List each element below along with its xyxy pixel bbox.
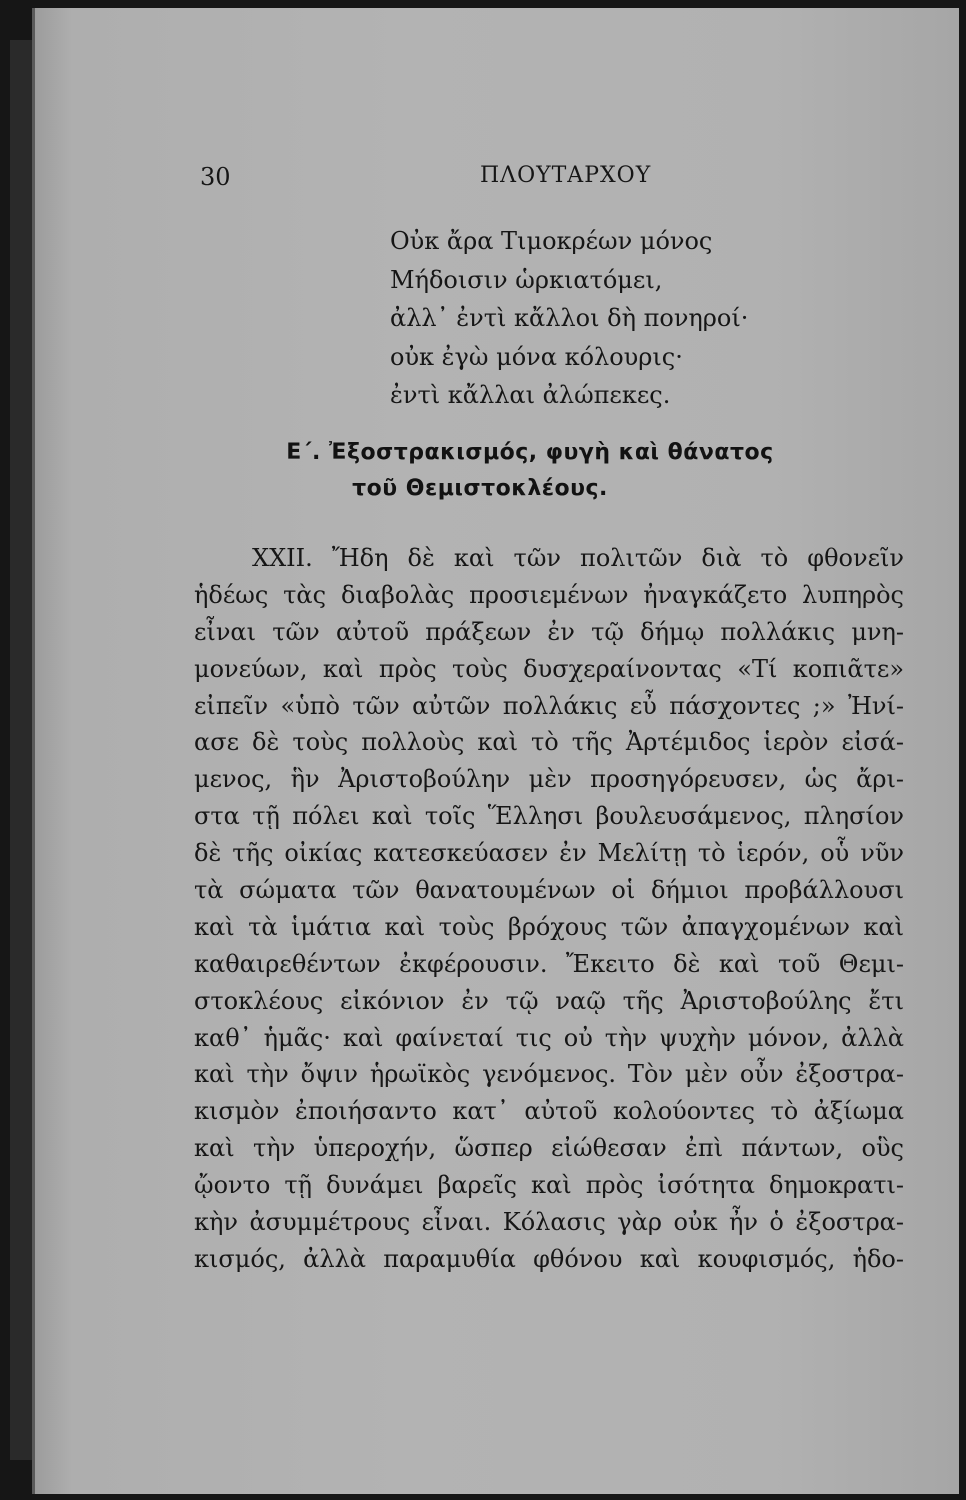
body-line: μενος, ἣν Ἀριστοβούλην μὲν προσηγόρευσεν, ὡς ἄρι-: [194, 765, 904, 794]
page-number: 30: [200, 163, 231, 191]
body-paragraph: [194, 540, 904, 1278]
body-line: δὲ τῆς οἰκίας κατεσκεύασεν ἐν Μελίτῃ τὸ ἱερόν, οὗ νῦν: [194, 839, 904, 868]
verse-quotation: [390, 222, 748, 415]
body-line: στοκλέους εἰκόνιον ἐν τῷ ναῷ τῆς Ἀριστοβούλης ἔτι: [194, 986, 904, 1015]
body-line: ᾤοντο τῇ δυνάμει βαρεῖς καὶ πρὸς ἰσότητα δημοκρατι-: [194, 1171, 904, 1200]
body-line: καθαιρεθέντων ἐκφέρουσιν. Ἔκειτο δὲ καὶ τοῦ Θεμι-: [194, 949, 904, 978]
verse-line: οὐκ ἐγὼ μόνα κόλουρις·: [390, 342, 683, 371]
body-line: καὶ τὴν ὄψιν ἡρωϊκὸς γενόμενος. Τὸν μὲν οὖν ἐξοστρα-: [194, 1060, 904, 1089]
body-line: κισμός, ἀλλὰ παραμυθία φθόνου καὶ κουφισμός, ἡδο-: [194, 1244, 904, 1273]
body-line: καὶ τὰ ἱμάτια καὶ τοὺς βρόχους τῶν ἀπαγχομένων καὶ: [194, 912, 904, 941]
verse-line: ἐντὶ κἄλλαι ἀλώπεκες.: [390, 381, 671, 409]
verse-line: Οὐκ ἄρα Τιμοκρέων μόνος: [390, 227, 713, 255]
body-line: κισμὸν ἐποιήσαντο κατ᾽ αὐτοῦ κολούοντες τὸ ἀξίωμα: [194, 1097, 904, 1126]
body-line: ἡδέως τὰς διαβολὰς προσιεμένων ἠναγκάζετο λυπηρὸς: [194, 580, 904, 609]
body-line: τὰ σώματα τῶν θανατουμένων οἱ δήμιοι προβάλλουσι: [194, 876, 904, 905]
section-heading-line-1: Ε΄. Ἐξοστρακισμός, φυγὴ καὶ θάνατος: [286, 440, 774, 465]
verse-line: ἀλλ᾽ ἐντὶ κἄλλοι δὴ πονηροί·: [390, 304, 749, 332]
verse-line: Μήδοισιν ὡρκιατόμει,: [390, 265, 663, 294]
running-head: ΠΛΟΥΤΑΡΧΟΥ: [480, 163, 652, 188]
body-line: ασε δὲ τοὺς πολλοὺς καὶ τὸ τῆς Ἀρτέμιδος ἱερὸν εἰσά-: [194, 728, 904, 757]
body-line: XXII. Ἤδη δὲ καὶ τῶν πολιτῶν διὰ τὸ φθονεῖν: [252, 544, 904, 572]
body-line: εἶναι τῶν αὐτοῦ πράξεων ἐν τῷ δήμῳ πολλάκις μνη-: [194, 617, 904, 646]
body-line: καθ᾽ ἡμᾶς· καὶ φαίνεταί τις οὐ τὴν ψυχὴν μόνον, ἀλλὰ: [194, 1023, 904, 1052]
book-binding-gutter: [10, 40, 32, 1460]
body-line: μονεύων, καὶ πρὸς τοὺς δυσχεραίνοντας «Τί κοπιᾶτε»: [194, 654, 904, 683]
body-line: καὶ τὴν ὑπεροχήν, ὥσπερ εἰώθεσαν ἐπὶ πάντων, οὓς: [194, 1134, 904, 1163]
body-line: κὴν ἀσυμμέτρους εἶναι. Κόλασις γὰρ οὐκ ἦν ὁ ἐξοστρα-: [194, 1208, 904, 1237]
body-line: στα τῇ πόλει καὶ τοῖς Ἕλλησι βουλευσάμενος, πλησίον: [194, 802, 904, 831]
section-heading-line-2: τοῦ Θεμιστοκλέους.: [352, 476, 608, 501]
body-line: εἰπεῖν «ὑπὸ τῶν αὐτῶν πολλάκις εὖ πάσχοντες ;» Ἠνί-: [194, 691, 904, 720]
